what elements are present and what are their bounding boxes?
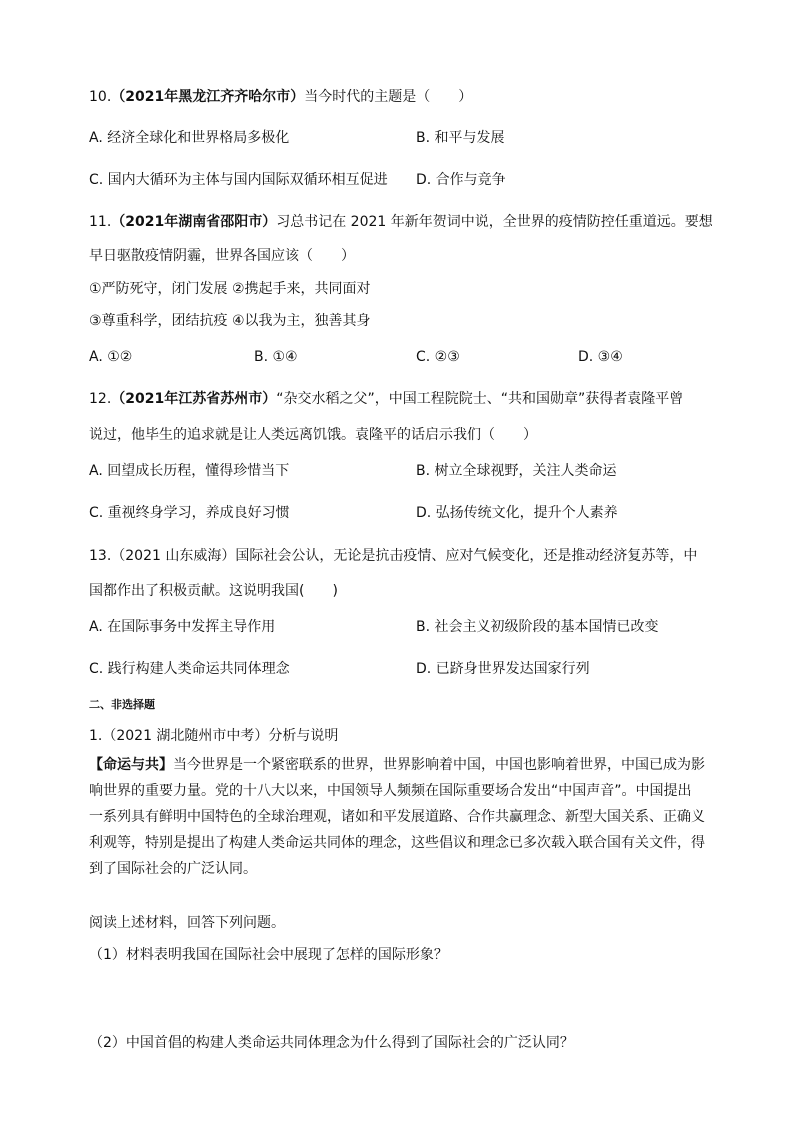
question-11-stem-line2: 早日驱散疫情阴霾，世界各国应该（ ） xyxy=(89,248,355,264)
essay-material xyxy=(89,752,705,882)
question-number: 12. xyxy=(89,391,112,407)
q11-statement-1: ①严防死守，闭门发展 ②携起手来，共同面对 xyxy=(89,281,371,297)
q13-option-a: A. 在国际事务中发挥主导作用 xyxy=(89,619,276,635)
question-source: （2021 山东威海） xyxy=(111,548,236,564)
essay-question-heading: 1.（2021 湖北随州市中考）分析与说明 xyxy=(89,728,339,744)
q12-option-c: C. 重视终身学习，养成良好习惯 xyxy=(89,505,290,521)
essay-subquestion-1: （1）材料表明我国在国际社会中展现了怎样的国际形象？ xyxy=(89,947,448,963)
q10-option-a: A. 经济全球化和世界格局多极化 xyxy=(89,130,290,146)
question-12-stem-line2: 说过，他毕生的追求就是让人类远离饥饿。袁隆平的话启示我们（ ） xyxy=(89,427,537,443)
q12-option-a: A. 回望成长历程，懂得珍惜当下 xyxy=(89,463,290,479)
q13-option-d: D. 已跻身世界发达国家行列 xyxy=(416,661,590,677)
question-text: “杂交水稻之父”，中国工程院院士、“共和国勋章”获得者袁隆平曾 xyxy=(276,391,684,407)
question-10-stem xyxy=(89,87,472,107)
q13-option-c: C. 践行构建人类命运共同体理念 xyxy=(89,661,290,677)
material-tag: 【命运与共】 xyxy=(89,757,173,773)
q11-option-b: B. ①④ xyxy=(254,349,298,365)
q11-option-a: A. ①② xyxy=(89,349,133,365)
question-13-stem xyxy=(89,546,697,566)
q12-option-b: B. 树立全球视野，关注人类命运 xyxy=(416,463,617,479)
q10-option-c: C. 国内大循环为主体与国内国际双循环相互促进 xyxy=(89,172,388,188)
material-text: 当今世界是一个紧密联系的世界，世界影响着中国，中国也影响着世界，中国已成为影响世界的重要力量。党的十八大以来，中国领导人频频在国际重要场合发出“中国声音”。中国提出一系列具有鲜明中国特色的全球治理观，诸如和平发展道路、合作共赢理念、新型大国关系、正确义利观等，特别是提出了构建人类命运共同体的理念，这些倡议和理念已多次载入联合国有关文件，得到了国际社会的广泛认同。 xyxy=(89,757,705,877)
q11-option-d: D. ③④ xyxy=(578,349,623,365)
question-text: 当今时代的主题是（ ） xyxy=(304,89,473,105)
essay-subquestion-2: （2）中国首倡的构建人类命运共同体理念为什么得到了国际社会的广泛认同？ xyxy=(89,1035,574,1051)
question-12-stem xyxy=(89,389,683,409)
q11-option-c: C. ②③ xyxy=(416,349,460,365)
q11-statement-2: ③尊重科学，团结抗疫 ④以我为主，独善其身 xyxy=(89,313,371,329)
essay-instruction: 阅读上述材料，回答下列问题。 xyxy=(89,915,285,931)
question-text: 习总书记在 2021 年新年贺词中说，全世界的疫情防控任重道远。要想 xyxy=(276,214,713,230)
question-source: （2021年黑龙江齐齐哈尔市） xyxy=(111,89,305,105)
question-number: 11. xyxy=(89,214,112,230)
section-title: 二、非选择题 xyxy=(89,698,155,711)
question-11-stem xyxy=(89,212,713,232)
question-text: 国际社会公认，无论是抗击疫情、应对气候变化，还是推动经济复苏等，中 xyxy=(235,548,698,564)
question-source: （2021年江苏省苏州市） xyxy=(111,391,277,407)
question-number: 10. xyxy=(89,89,112,105)
question-source: （2021年湖南省邵阳市） xyxy=(111,214,277,230)
question-13-stem-line2: 国都作出了积极贡献。这说明我国( ) xyxy=(89,583,338,599)
q12-option-d: D. 弘扬传统文化，提升个人素养 xyxy=(416,505,618,521)
q10-option-b: B. 和平与发展 xyxy=(416,130,505,146)
question-number: 13. xyxy=(89,548,112,564)
q13-option-b: B. 社会主义初级阶段的基本国情已改变 xyxy=(416,619,659,635)
q10-option-d: D. 合作与竞争 xyxy=(416,172,506,188)
